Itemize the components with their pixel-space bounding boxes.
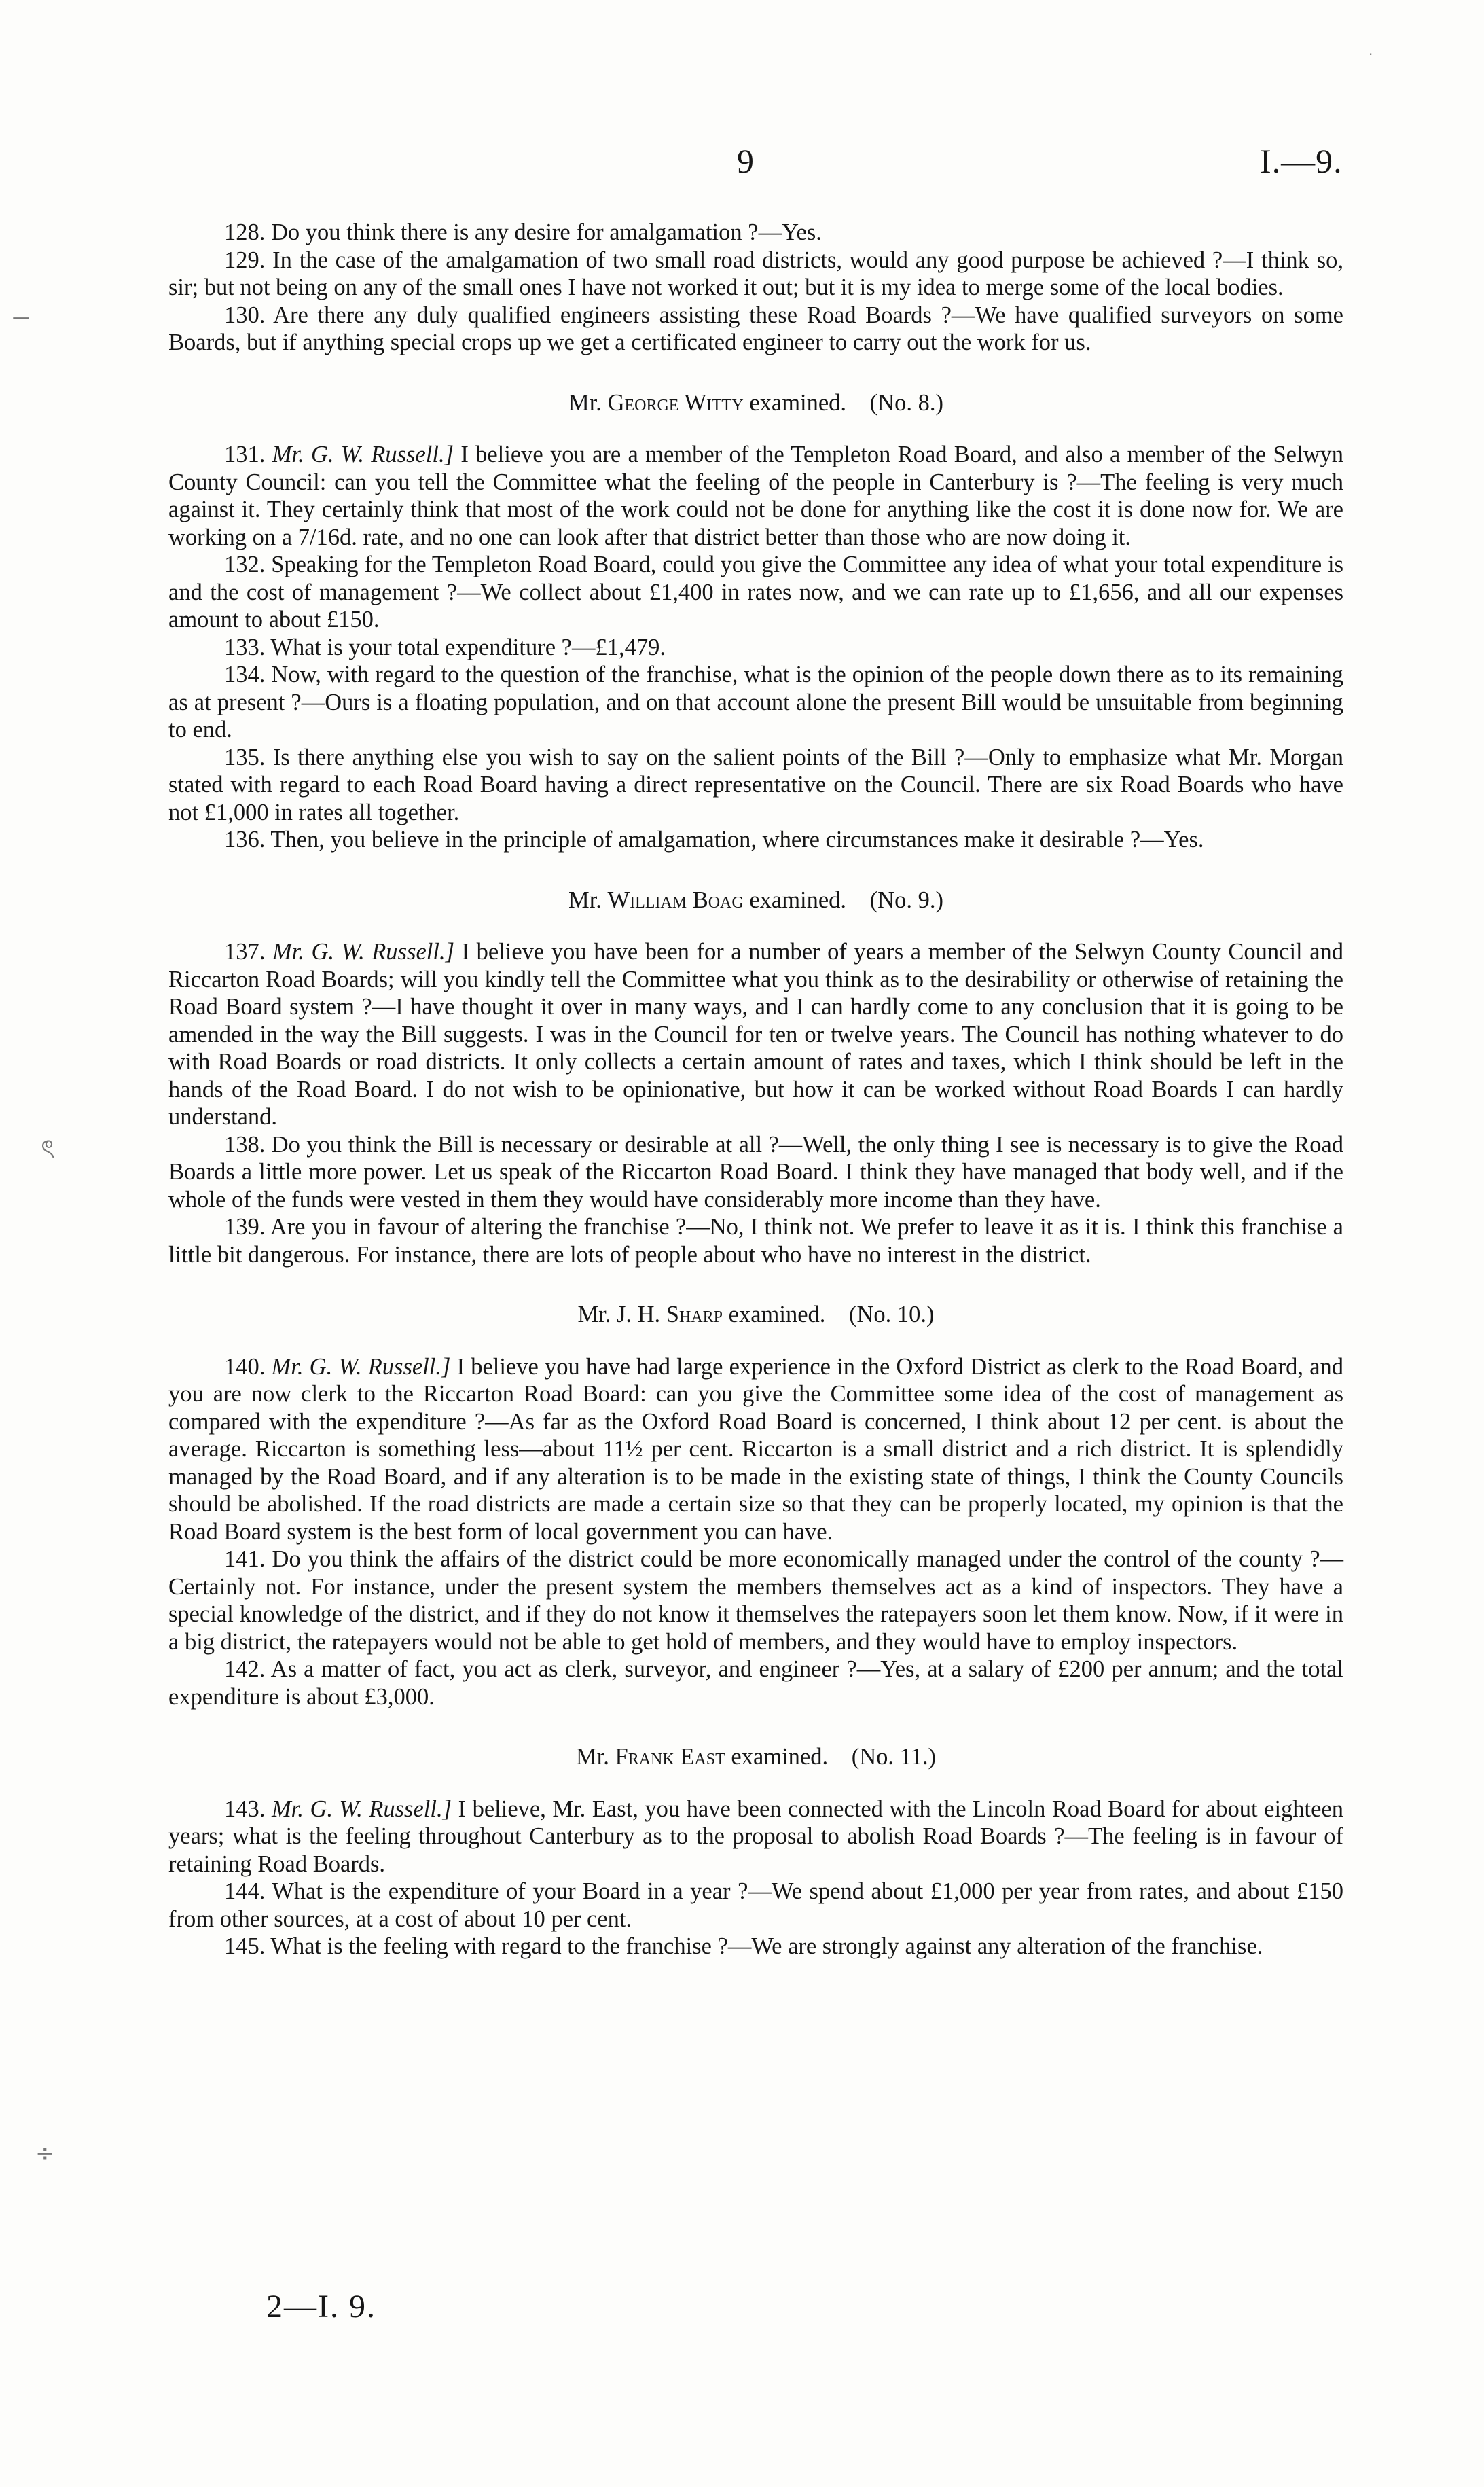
printer-signature: 2—I. 9. bbox=[266, 2289, 376, 2325]
question-number: 128. bbox=[224, 219, 266, 245]
question-133: 133. What is your total expenditure ?—£1,479. bbox=[224, 634, 666, 660]
question-text: In the case of the amalgamation of two small road districts, would any good purpose be achieved ?—I think so, sir; but not being on any of the small ones I have not worked it out; but it is my idea to merge some of the local bodies. bbox=[168, 247, 1344, 300]
margin-mark: ৎ bbox=[41, 1134, 56, 1165]
witness-number: (No. 10.) bbox=[849, 1302, 935, 1327]
question-141: 141. Do you think the affairs of the district could be more economically managed under the control of the county ?—Certainly not. For instance, under the present system the members themselves act as a kind of inspectors. They have a special knowledge of the district, and if they do not know it themselves the ratepayers soon let them know. Now, if it were in a big district, the ratepayers would not be able to get hold of members, and they would have to employ inspectors. bbox=[168, 1546, 1344, 1655]
question-131: 131. Mr. G. W. Russell.] I believe you are a member of the Templeton Road Board, and also a member of the Selwyn County Council: can you tell the Committee what the feeling of the people in Canterbury is ?—The feeling is very much against it. They certainly think that most of the work could not be done for anything like the cost it is done now for. We are working on a 7/16d. rate, and no one can look after that district better than those who are now doing it. bbox=[168, 442, 1343, 550]
question-130 bbox=[168, 302, 1343, 357]
witness-number: (No. 11.) bbox=[851, 1744, 936, 1770]
section-heading-william-boag: Mr. William Boag examined. (No. 9.) bbox=[568, 887, 943, 913]
question-text: Do you think there is any desire for amalgamation ?—Yes. bbox=[271, 219, 822, 245]
question-number: 130. bbox=[224, 302, 266, 328]
questioner: Mr. G. W. Russell.] bbox=[272, 442, 454, 467]
body-text bbox=[168, 219, 1343, 1961]
question-129 bbox=[168, 247, 1343, 302]
question-128 bbox=[168, 219, 1343, 247]
question-132: 132. Speaking for the Templeton Road Board, could you give the Committee any idea of what your total expenditure is and the cost of management ?—We collect about £1,400 in rates now, and we can rate up to £1,656, and all our expenses amount to about £150. bbox=[168, 552, 1343, 632]
questioner: Mr. G. W. Russell.] bbox=[271, 1353, 451, 1380]
section-heading-george-witty: Mr. George Witty examined. (No. 8.) bbox=[568, 389, 943, 416]
witness-name: George Witty bbox=[607, 389, 744, 416]
question-144: 144. What is the expenditure of your Board in a year ?—We spend about £1,000 per year from rates, and about £150 from other sources, at a cost of about 10 per cent. bbox=[168, 1878, 1343, 1932]
question-138: 138. Do you think the Bill is necessary or desirable at all ?—Well, the only thing I see is necessary is to give the Road Boards a little more power. Let us speak of the Riccarton Road Board. I think they have managed that body well, and if the whole of the funds were vested in them they would have considerably more income than they have. bbox=[168, 1131, 1344, 1213]
question-135: 135. Is there anything else you wish to say on the salient points of the Bill ?—Only to emphasize what Mr. Morgan stated with regard to each Road Board having a direct representative on the Council. There are six Road Boards who have not £1,000 in rates all together. bbox=[168, 744, 1343, 825]
section-heading-frank-east: Mr. Frank East examined. (No. 11.) bbox=[576, 1744, 936, 1770]
question-number: 129. bbox=[224, 247, 266, 273]
margin-mark: — bbox=[12, 307, 30, 327]
question-134: 134. Now, with regard to the question of the franchise, what is the opinion of the people down there as to its remaining as at present ?—Ours is a floating population, and on that account alone the present Bill would be unsuitable from beginning to end. bbox=[168, 662, 1344, 742]
question-145: 145. What is the feeling with regard to the franchise ?—We are strongly against any alteration of the franchise. bbox=[224, 1933, 1263, 1959]
margin-mark: ÷ bbox=[35, 2140, 55, 2167]
witness-name: Frank East bbox=[615, 1744, 725, 1770]
question-text: Are there any duly qualified engineers assisting these Road Boards ?—We have qualified surveyors on some Boards, but if anything special crops up we get a certificated engineer to carry out the work for us. bbox=[168, 302, 1343, 355]
question-137: 137. Mr. G. W. Russell.] I believe you have been for a number of years a member of the Selwyn County Council and Riccarton Road Boards; will you kindly tell the Committee what you think as to the desirability or otherwise of retaining the Road Board system ?—I have thought it over in many ways, and I can hardly come to any conclusion that it is going to be amended in the way the Bill suggests. I was in the Council for ten or twelve years. The Council has nothing whatever to do with Road Boards or road districts. It only collects a certain amount of rates and taxes, which I think should be left in the hands of the Road Board. I do not wish to be opinionative, but how it can be worked without Road Boards I can hardly understand. bbox=[168, 939, 1344, 1130]
question-136: 136. Then, you believe in the principle of amalgamation, where circumstances make it desirable ?—Yes. bbox=[224, 827, 1204, 853]
question-143: 143. Mr. G. W. Russell.] I believe, Mr. East, you have been connected with the Lincoln Road Board for about eighteen years; what is the feeling throughout Canterbury as to the proposal to abolish Road Boards ?—The feeling is in favour of retaining Road Boards. bbox=[168, 1795, 1344, 1877]
witness-name: William Boag bbox=[607, 887, 744, 913]
questioner: Mr. G. W. Russell.] bbox=[271, 1795, 452, 1822]
section-heading-jh-sharp: Mr. J. H. Sharp examined. (No. 10.) bbox=[577, 1302, 935, 1327]
question-140: 140. Mr. G. W. Russell.] I believe you have had large experience in the Oxford District as clerk to the Road Board, and you are now clerk to the Riccarton Road Board: can you give the Committee some idea of the cost of management as compared with the expenditure ?—As far as the Oxford Road Board is concerned, I think about 12 per cent. is about the average. Riccarton is something less—about 11½ per cent. Riccarton is a small district and a rich district. It is splendidly managed by the Road Board, and if any alteration is to be made in the existing state of things, I think the County Councils should be abolished. If the road districts are made a certain size so that they can be properly located, my opinion is that the Road Board system is the best form of local government you can have. bbox=[168, 1353, 1344, 1545]
page-number: 9 bbox=[737, 142, 754, 180]
question-142: 142. As a matter of fact, you act as clerk, surveyor, and engineer ?—Yes, at a salary of £200 per annum; and the total expenditure is about £3,000. bbox=[168, 1656, 1343, 1710]
witness-number: (No. 9.) bbox=[869, 887, 943, 913]
witness-number: (No. 8.) bbox=[869, 389, 943, 416]
questioner: Mr. G. W. Russell.] bbox=[272, 939, 455, 965]
margin-mark: · bbox=[1369, 46, 1373, 62]
witness-name: J. H. Sharp bbox=[616, 1302, 723, 1327]
question-139: 139. Are you in favour of altering the franchise ?—No, I think not. We prefer to leave it as it is. I think this franchise a little bit dangerous. For instance, there are lots of people about who have no interest in the district. bbox=[168, 1214, 1343, 1268]
document-reference: I.—9. bbox=[1260, 142, 1343, 180]
